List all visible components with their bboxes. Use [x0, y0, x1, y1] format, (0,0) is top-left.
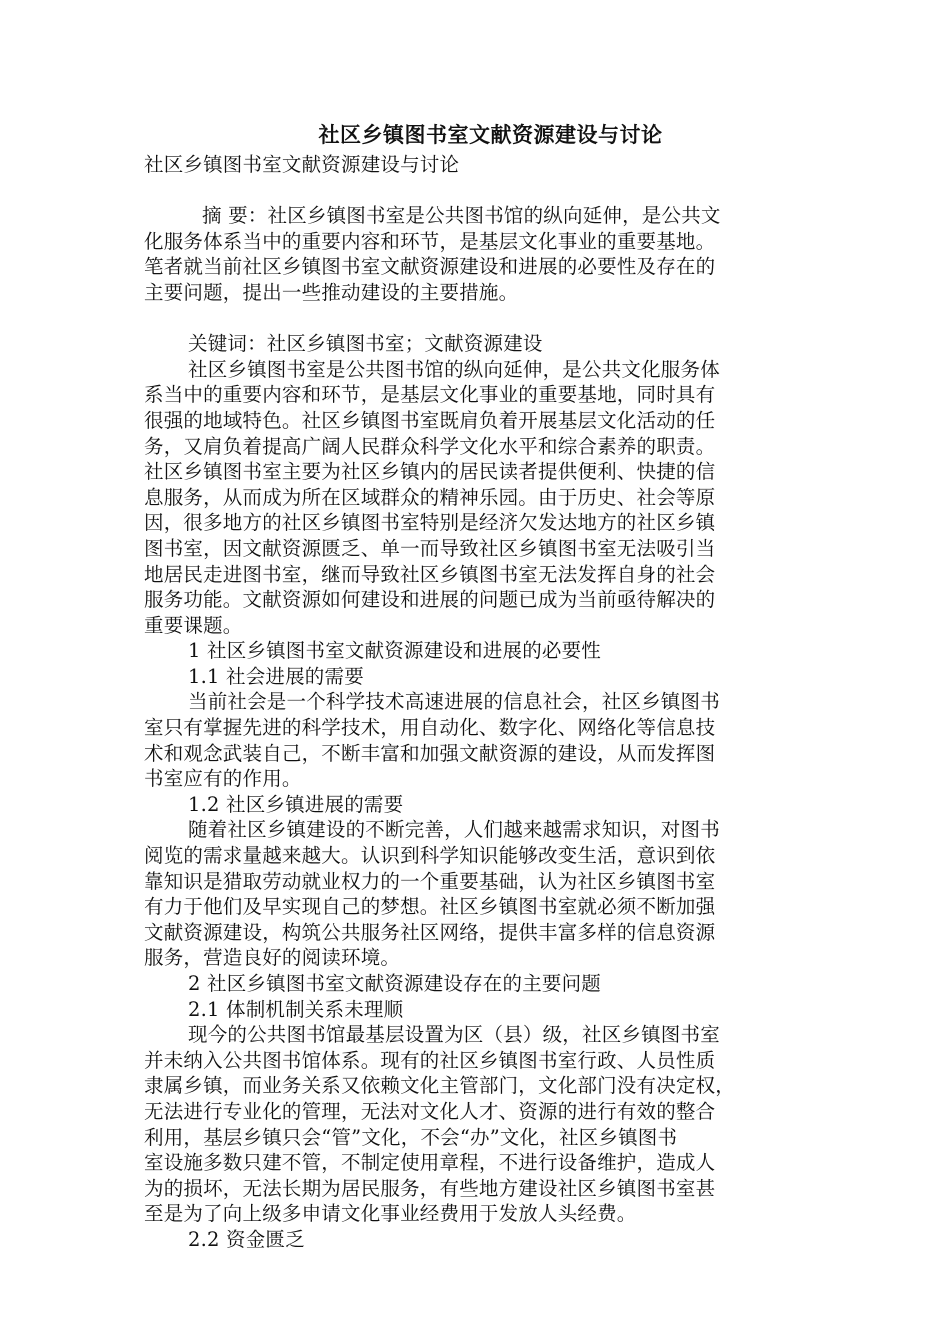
body-line: 隶属乡镇，而业务关系又依赖文化主管部门，文化部门没有决定权， [144, 1074, 736, 1098]
body-line: 1 社区乡镇图书室文献资源建设和进展的必要性 [188, 639, 602, 663]
body-line: 系当中的重要内容和环节，是基层文化事业的重要基地，同时具有 [144, 383, 716, 407]
body-line: 为的损坏，无法长期为居民服务，有些地方建设社区乡镇图书室甚 [144, 1176, 716, 1200]
body-line: 并未纳入公共图书馆体系。现有的社区乡镇图书室行政、人员性质 [144, 1048, 716, 1072]
body-line: 有力于他们及早实现自己的梦想。社区乡镇图书室就必须不断加强 [144, 895, 716, 919]
body-line: 服务，营造良好的阅读环境。 [144, 946, 401, 970]
body-line: 现今的公共图书馆最基层设置为区（县）级，社区乡镇图书室 [188, 1023, 720, 1047]
abstract [144, 203, 809, 305]
body-line: 务，又肩负着提高广阔人民群众科学文化水平和综合素养的职责。 [144, 434, 716, 458]
body-line: 术和观念武装自己，不断丰富和加强文献资源的建设，从而发挥图 [144, 741, 716, 765]
body-line: 1.1 社会进展的需要 [188, 664, 364, 688]
body-line: 2 社区乡镇图书室文献资源建设存在的主要问题 [188, 972, 602, 995]
blank-line [144, 178, 809, 204]
body-line: 书室应有的作用。 [144, 767, 302, 791]
body-line: 随着社区乡镇建设的不断完善，人们越来越需求知识，对图书 [188, 818, 720, 842]
document-title: 社区乡镇图书室文献资源建设与讨论 [318, 122, 663, 147]
body-line: 室只有掌握先进的科学技术，用自动化、数字化、网络化等信息技 [144, 716, 716, 740]
body-text [144, 357, 809, 1253]
body-line: 重要课题。 [144, 613, 243, 637]
body-line: 息服务，从而成为所在区域群众的精神乐园。由于历史、社会等原 [144, 485, 716, 509]
body-line: 服务功能。文献资源如何建设和进展的问题已成为当前亟待解决的 [144, 588, 716, 612]
body-line: 室设施多数只建不管，不制定使用章程，不进行设备维护，造成人 [144, 1151, 716, 1175]
blank-line [144, 306, 809, 332]
body-line: 1.2 社区乡镇进展的需要 [188, 792, 404, 816]
body-line: 阅览的需求量越来越大。认识到科学知识能够改变生活，意识到依 [144, 844, 716, 868]
body-line: 文献资源建设，构筑公共服务社区网络，提供丰富多样的信息资源 [144, 920, 716, 944]
abstract-line: 主要问题，提出一些推动建设的主要措施。 [144, 280, 519, 304]
body-line: 2.1 体制机制关系未理顺 [188, 997, 404, 1021]
document-subtitle: 社区乡镇图书室文献资源建设与讨论 [144, 153, 460, 176]
body-line: 地居民走进图书室，继而导致社区乡镇图书室无法发挥自身的社会 [144, 562, 716, 586]
body-line: 图书室，因文献资源匮乏、单一而导致社区乡镇图书室无法吸引当 [144, 536, 716, 560]
abstract-line: 化服务体系当中的重要内容和环节，是基层文化事业的重要基地。 [144, 229, 716, 253]
body-line: 社区乡镇图书室主要为社区乡镇内的居民读者提供便利、快捷的信 [144, 460, 716, 484]
body-line: 至是为了向上级多申请文化事业经费用于发放人头经费。 [144, 1202, 637, 1226]
body-line: 因，很多地方的社区乡镇图书室特别是经济欠发达地方的社区乡镇 [144, 511, 716, 535]
abstract-line: 摘 要：社区乡镇图书室是公共图书馆的纵向延伸，是公共文 [202, 204, 721, 228]
keywords: 关键词：社区乡镇图书室；文献资源建设 [188, 332, 543, 356]
body-line: 很强的地域特色。社区乡镇图书室既肩负着开展基层文化活动的任 [144, 408, 716, 432]
abstract-line: 笔者就当前社区乡镇图书室文献资源建设和进展的必要性及存在的 [144, 255, 716, 279]
body-line: 2.2 资金匮乏 [188, 1227, 305, 1251]
body-line: 当前社会是一个科学技术高速进展的信息社会，社区乡镇图书 [188, 690, 720, 714]
document-page [144, 118, 809, 1253]
body-line: 无法进行专业化的管理，无法对文化人才、资源的进行有效的整合 [144, 1099, 716, 1123]
body-line: 靠知识是猎取劳动就业权力的一个重要基础，认为社区乡镇图书室 [144, 869, 716, 893]
body-line: 社区乡镇图书室是公共图书馆的纵向延伸，是公共文化服务体 [188, 357, 720, 381]
body-line: 利用，基层乡镇只会“管”文化，不会“办”文化，社区乡镇图书 [144, 1125, 678, 1149]
